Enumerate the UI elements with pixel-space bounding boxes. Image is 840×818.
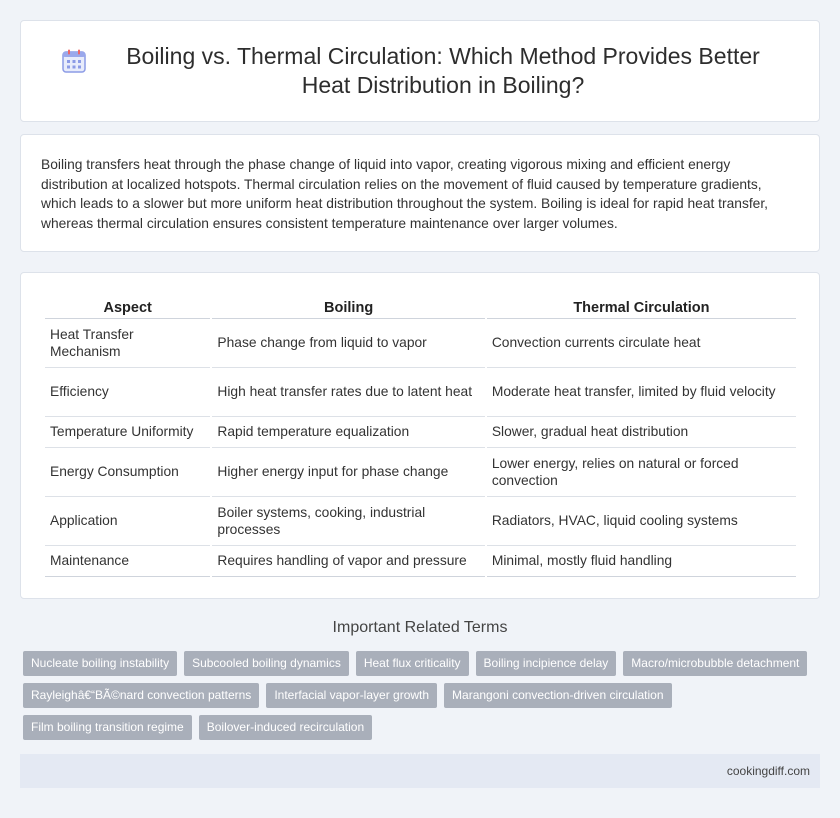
table-header-row <box>45 297 796 319</box>
intro-text: Boiling transfers heat through the phase change of liquid into vapor, creating vigorous mixing and efficient energy distribution at localized hotspots. Thermal circulation relies on the movement of fluid caused by temperature gradients, which leads to a slower but more uniform heat distribution throughout the system. Boiling is ideal for rapid heat transfer, whereas thermal circulation ensures consistent temperature maintenance over larger volumes. <box>41 157 769 231</box>
cell-boiling: Higher energy input for phase change <box>212 448 484 497</box>
related-term-tag[interactable]: Nucleate boiling instability <box>23 651 177 676</box>
cell-aspect: Temperature Uniformity <box>45 417 210 448</box>
header-thermal-circulation: Thermal Circulation <box>487 297 796 319</box>
cell-thermal: Lower energy, relies on natural or forced convection <box>487 448 796 497</box>
cell-thermal: Moderate heat transfer, limited by fluid velocity <box>487 368 796 417</box>
cell-boiling: Requires handling of vapor and pressure <box>212 546 484 577</box>
header-aspect: Aspect <box>45 297 210 319</box>
related-term-tag[interactable]: Boiling incipience delay <box>476 651 617 676</box>
related-term-tag[interactable]: Rayleighâ€“BÃ©nard convection patterns <box>23 683 259 708</box>
title-card <box>20 20 820 122</box>
related-terms-list <box>23 651 823 747</box>
related-term-tag[interactable]: Interfacial vapor-layer growth <box>266 683 437 708</box>
table-row <box>45 497 796 546</box>
cell-thermal: Radiators, HVAC, liquid cooling systems <box>487 497 796 546</box>
cell-thermal: Convection currents circulate heat <box>487 319 796 368</box>
cell-aspect: Application <box>45 497 210 546</box>
related-term-tag[interactable]: Film boiling transition regime <box>23 715 192 740</box>
footer <box>20 754 820 788</box>
intro-card <box>20 134 820 252</box>
comparison-table <box>43 297 798 577</box>
cell-aspect: Efficiency <box>45 368 210 417</box>
table-row <box>45 448 796 497</box>
table-row <box>45 319 796 368</box>
cell-boiling: High heat transfer rates due to latent heat <box>212 368 484 417</box>
cell-aspect: Maintenance <box>45 546 210 577</box>
cell-thermal: Minimal, mostly fluid handling <box>487 546 796 577</box>
related-term-tag[interactable]: Subcooled boiling dynamics <box>184 651 349 676</box>
related-terms-title: Important Related Terms <box>332 619 508 636</box>
footer-site-link[interactable]: cookingdiff.com <box>726 764 810 778</box>
cell-boiling: Phase change from liquid to vapor <box>212 319 484 368</box>
related-term-tag[interactable]: Marangoni convection-driven circulation <box>444 683 671 708</box>
comparison-card <box>20 272 820 599</box>
table-row <box>45 368 796 417</box>
page-title: Boiling vs. Thermal Circulation: Which Method Provides Better Heat Distribution in Boiling? <box>126 43 760 98</box>
cell-aspect: Energy Consumption <box>45 448 210 497</box>
calendar-icon <box>61 48 87 74</box>
related-term-tag[interactable]: Boilover-induced recirculation <box>199 715 372 740</box>
cell-thermal: Slower, gradual heat distribution <box>487 417 796 448</box>
cell-aspect: Heat Transfer Mechanism <box>45 319 210 368</box>
title-wrap <box>61 42 779 100</box>
related-term-tag[interactable]: Macro/microbubble detachment <box>623 651 807 676</box>
table-row <box>45 546 796 577</box>
table-row <box>45 417 796 448</box>
cell-boiling: Boiler systems, cooking, industrial processes <box>212 497 484 546</box>
related-term-tag[interactable]: Heat flux criticality <box>356 651 469 676</box>
header-boiling: Boiling <box>212 297 484 319</box>
cell-boiling: Rapid temperature equalization <box>212 417 484 448</box>
